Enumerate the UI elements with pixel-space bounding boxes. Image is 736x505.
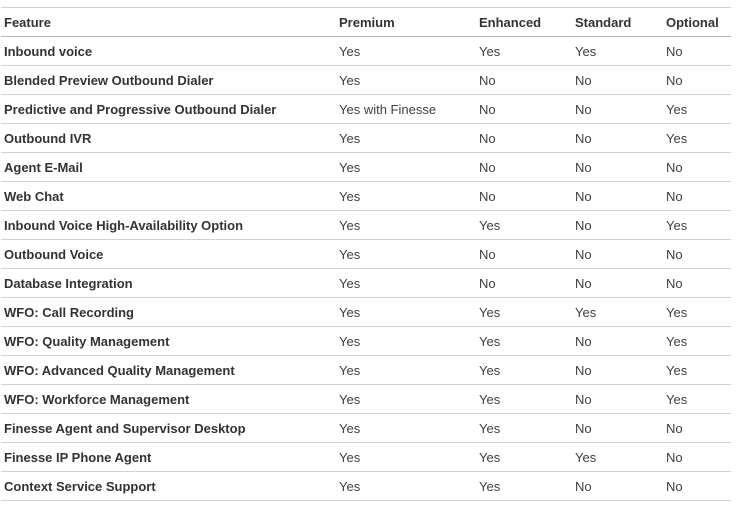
cell-optional: No	[663, 182, 731, 211]
cell-optional: No	[663, 153, 731, 182]
cell-enhanced: Yes	[476, 211, 572, 240]
cell-standard: No	[572, 356, 663, 385]
cell-standard: Yes	[572, 37, 663, 66]
cell-feature: Inbound voice	[1, 37, 336, 66]
cell-feature: Finesse Agent and Supervisor Desktop	[1, 414, 336, 443]
cell-feature: WFO: Workforce Management	[1, 385, 336, 414]
cell-premium: Yes	[336, 37, 476, 66]
table-row	[1, 240, 731, 269]
table-row	[1, 37, 731, 66]
cell-enhanced: Yes	[476, 356, 572, 385]
cell-standard: No	[572, 240, 663, 269]
cell-optional: No	[663, 443, 731, 472]
cell-standard: No	[572, 211, 663, 240]
cell-premium: Yes	[336, 472, 476, 501]
table-row	[1, 211, 731, 240]
cell-standard: No	[572, 385, 663, 414]
cell-premium: Yes	[336, 211, 476, 240]
cell-optional: No	[663, 269, 731, 298]
cell-standard: No	[572, 153, 663, 182]
cell-optional: No	[663, 240, 731, 269]
cell-standard: No	[572, 95, 663, 124]
column-header-premium: Premium	[336, 8, 476, 37]
cell-enhanced: Yes	[476, 298, 572, 327]
table-body	[1, 37, 731, 501]
cell-premium: Yes	[336, 414, 476, 443]
cell-premium: Yes	[336, 124, 476, 153]
cell-optional: No	[663, 414, 731, 443]
cell-premium: Yes	[336, 182, 476, 211]
cell-optional: Yes	[663, 385, 731, 414]
cell-feature: Finesse IP Phone Agent	[1, 443, 336, 472]
cell-feature: Database Integration	[1, 269, 336, 298]
cell-standard: No	[572, 182, 663, 211]
cell-premium: Yes	[336, 356, 476, 385]
cell-enhanced: Yes	[476, 443, 572, 472]
cell-standard: No	[572, 472, 663, 501]
table-row	[1, 356, 731, 385]
cell-optional: No	[663, 66, 731, 95]
cell-enhanced: Yes	[476, 327, 572, 356]
cell-standard: No	[572, 414, 663, 443]
table-row	[1, 443, 731, 472]
cell-feature: Inbound Voice High-Availability Option	[1, 211, 336, 240]
cell-enhanced: Yes	[476, 414, 572, 443]
cell-enhanced: Yes	[476, 472, 572, 501]
cell-feature: Outbound IVR	[1, 124, 336, 153]
table-header	[1, 8, 731, 37]
table-row	[1, 124, 731, 153]
cell-standard: Yes	[572, 298, 663, 327]
table-row	[1, 95, 731, 124]
table-row	[1, 385, 731, 414]
cell-optional: Yes	[663, 327, 731, 356]
cell-optional: Yes	[663, 298, 731, 327]
cell-standard: No	[572, 124, 663, 153]
cell-premium: Yes	[336, 298, 476, 327]
cell-standard: No	[572, 327, 663, 356]
cell-enhanced: Yes	[476, 385, 572, 414]
cell-standard: No	[572, 66, 663, 95]
cell-premium: Yes	[336, 269, 476, 298]
cell-enhanced: No	[476, 153, 572, 182]
cell-premium: Yes	[336, 385, 476, 414]
cell-optional: Yes	[663, 124, 731, 153]
cell-feature: WFO: Quality Management	[1, 327, 336, 356]
cell-enhanced: No	[476, 240, 572, 269]
cell-feature: Predictive and Progressive Outbound Dialer	[1, 95, 336, 124]
table-row	[1, 182, 731, 211]
cell-feature: WFO: Advanced Quality Management	[1, 356, 336, 385]
cell-enhanced: Yes	[476, 37, 572, 66]
column-header-enhanced: Enhanced	[476, 8, 572, 37]
cell-feature: WFO: Call Recording	[1, 298, 336, 327]
cell-premium: Yes	[336, 240, 476, 269]
column-header-optional: Optional	[663, 8, 731, 37]
cell-premium: Yes	[336, 443, 476, 472]
table-row	[1, 153, 731, 182]
cell-feature: Blended Preview Outbound Dialer	[1, 66, 336, 95]
feature-comparison-table	[1, 7, 731, 501]
table-row	[1, 414, 731, 443]
table-row	[1, 298, 731, 327]
cell-enhanced: No	[476, 124, 572, 153]
cell-optional: No	[663, 37, 731, 66]
cell-enhanced: No	[476, 269, 572, 298]
cell-enhanced: No	[476, 182, 572, 211]
cell-optional: Yes	[663, 211, 731, 240]
table-row	[1, 327, 731, 356]
cell-enhanced: No	[476, 95, 572, 124]
table-row	[1, 66, 731, 95]
cell-premium: Yes	[336, 153, 476, 182]
cell-feature: Context Service Support	[1, 472, 336, 501]
cell-standard: Yes	[572, 443, 663, 472]
cell-optional: Yes	[663, 95, 731, 124]
cell-premium: Yes	[336, 327, 476, 356]
column-header-feature: Feature	[1, 8, 336, 37]
table-row	[1, 269, 731, 298]
column-header-standard: Standard	[572, 8, 663, 37]
cell-enhanced: No	[476, 66, 572, 95]
cell-feature: Agent E-Mail	[1, 153, 336, 182]
cell-optional: No	[663, 472, 731, 501]
cell-feature: Outbound Voice	[1, 240, 336, 269]
cell-standard: No	[572, 269, 663, 298]
cell-premium: Yes	[336, 66, 476, 95]
header-row	[1, 8, 731, 37]
cell-premium: Yes with Finesse	[336, 95, 476, 124]
table-row	[1, 472, 731, 501]
cell-optional: Yes	[663, 356, 731, 385]
cell-feature: Web Chat	[1, 182, 336, 211]
